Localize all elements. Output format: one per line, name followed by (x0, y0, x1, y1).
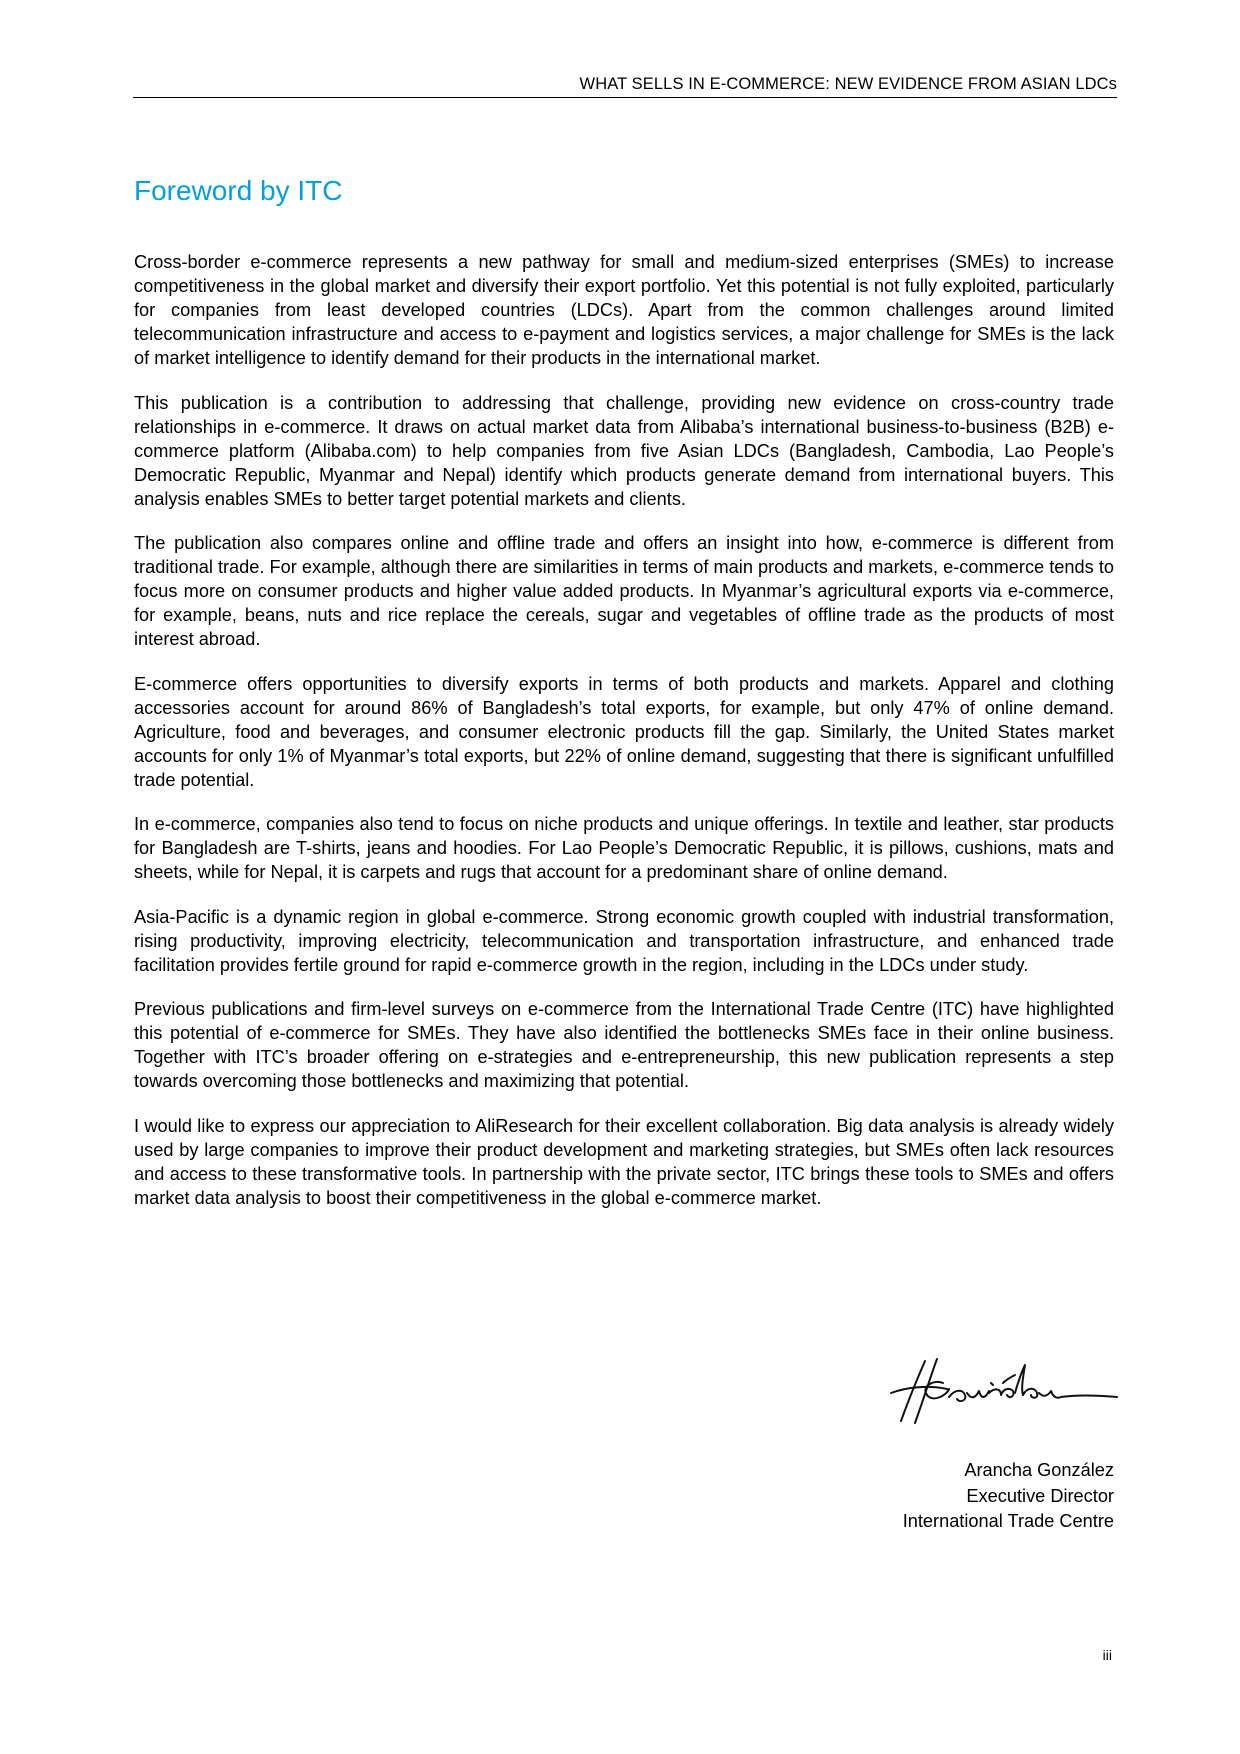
signature-image (885, 1353, 1125, 1433)
paragraph: In e-commerce, companies also tend to focus on niche products and unique offerings. In textile and leather, star products for Bangladesh are T-shirts, jeans and hoodies. For Lao People’s Democratic Republic, it is pillows, cushions, mats and sheets, while for Nepal, it is carpets and rugs that account for a predominant share of online demand. (134, 814, 1114, 882)
paragraph: Previous publications and firm-level surveys on e-commerce from the International Trade Centre (ITC) have highlighted this potential of e-commerce for SMEs. They have also identified the bottlenecks SMEs face in their online business. Together with ITC’s broader offering on e-strategies and e-entrepreneurship, this new publication represents a step towards overcoming those bottlenecks and maximizing that potential. (134, 999, 1114, 1091)
page-number: iii (1102, 1647, 1112, 1663)
paragraph: This publication is a contribution to addressing that challenge, providing new evidence on cross-country trade relationships in e-commerce. It draws on actual market data from Alibaba’s international business-to-business (B2B) e-commerce platform (Alibaba.com) to help companies from five Asian LDCs (Bangladesh, Cambodia, Lao People’s Democratic Republic, Myanmar and Nepal) identify which products generate demand from international buyers. This analysis enables SMEs to better target potential markets and clients. (134, 392, 1114, 509)
paragraph: Asia-Pacific is a dynamic region in global e-commerce. Strong economic growth coupled with industrial transformation, rising productivity, improving electricity, telecommunication and transportation infrastructure, and enhanced trade facilitation provides fertile ground for rapid e-commerce growth in the region, including in the LDCs under study. (134, 906, 1114, 975)
signatory-name: Arancha González (964, 1460, 1114, 1480)
signatory-organization: International Trade Centre (902, 1511, 1114, 1531)
running-header: WHAT SELLS IN E-COMMERCE: NEW EVIDENCE FROM ASIAN LDCs (579, 75, 1117, 93)
paragraph: E-commerce offers opportunities to diversify exports in terms of both products and markets. Apparel and clothing accessories account for around 86% of Bangladesh’s total exports, for example, but only 47% of online demand. Agriculture, food and beverages, and consumer electronic products fill the gap. Similarly, the United States market accounts for only 1% of Myanmar’s total exports, but 22% of online demand, suggesting that there is significant unfulfilled trade potential. (134, 673, 1114, 790)
paragraph: The publication also compares online and offline trade and offers an insight into how, e-commerce is different from traditional trade. For example, although there are similarities in terms of main products and markets, e-commerce tends to focus more on consumer products and higher value added products. In Myanmar’s agricultural exports via e-commerce, for example, beans, nuts and rice replace the cereals, sugar and vegetables of offline trade as the products of most interest abroad. (134, 533, 1114, 649)
signature-block (903, 1458, 1114, 1535)
paragraph: Cross-border e-commerce represents a new pathway for small and medium-sized enterprises (SMEs) to increase competitiveness in the global market and diversify their export portfolio. Yet this potential is not fully exploited, particularly for companies from least developed countries (LDCs). Apart from the common challenges around limited telecommunication infrastructure and access to e-payment and logistics services, a major challenge for SMEs is the lack of market intelligence to identify demand for their products in the international market. (134, 252, 1114, 368)
header-rule (133, 97, 1117, 98)
paragraph: I would like to express our appreciation to AliResearch for their excellent collaboration. Big data analysis is already widely used by large companies to improve their product development and marketing strategies, but SMEs often lack resources and access to these transformative tools. In partnership with the private sector, ITC brings these tools to SMEs and offers market data analysis to boost their competitiveness in the global e-commerce market. (134, 1115, 1114, 1208)
signatory-position: Executive Director (966, 1485, 1114, 1506)
foreword-body (134, 250, 1114, 1230)
page-title: Foreword by ITC (134, 175, 343, 206)
